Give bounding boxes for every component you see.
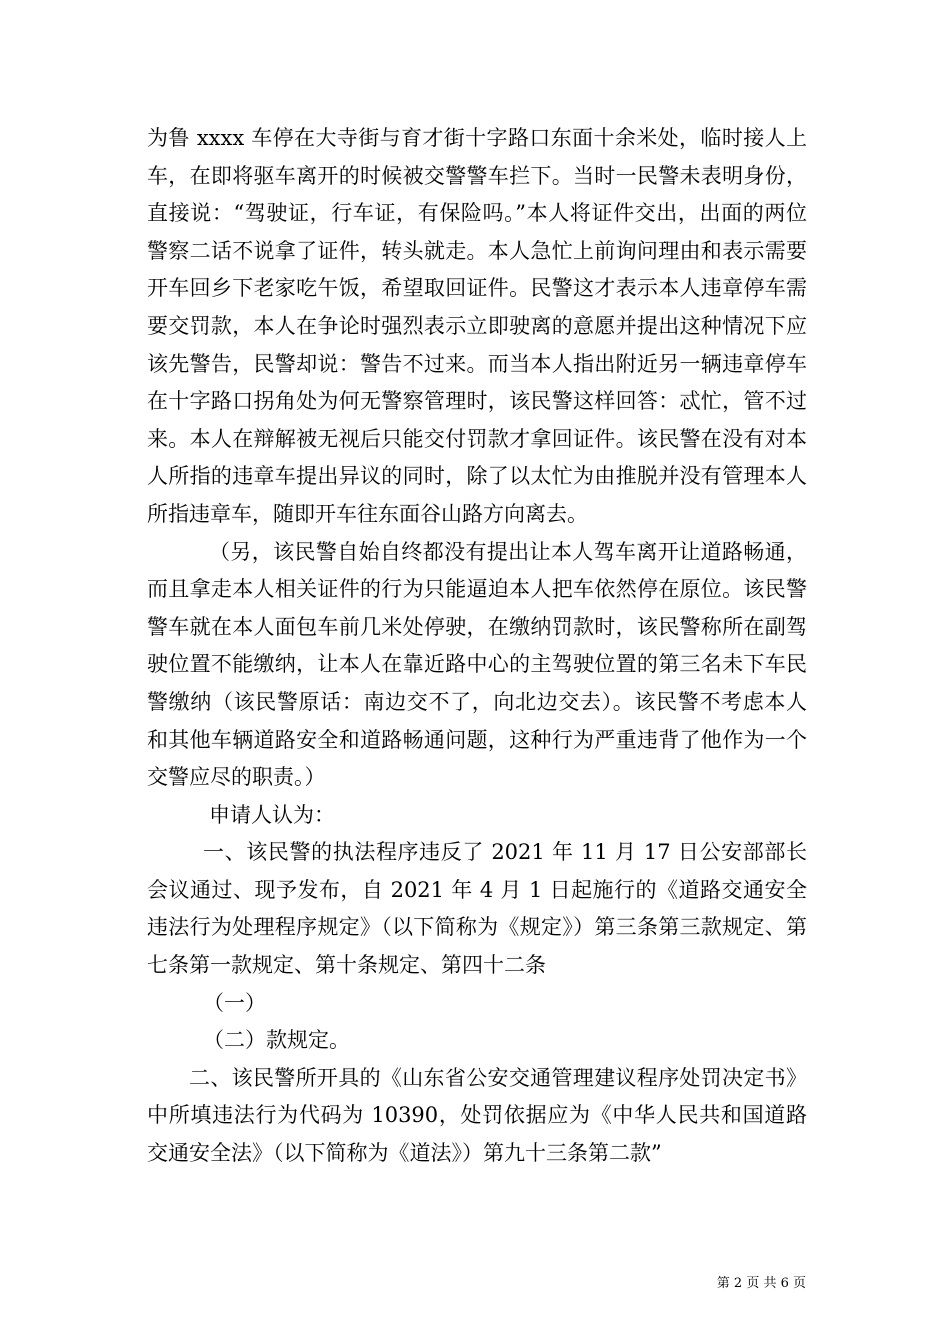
paragraph-point-two: 二、该民警所开具的《山东省公安交通管理建议程序处罚决定书》中所填违法行为代码为 10390，处罚依据应为《中华人民共和国道路交通安全法》（以下简称为《道法》）第九十三条第二款” [147, 1065, 807, 1166]
paragraph-point-one: 一、该民警的执法程序违反了 2021 年 11 月 17 日公安部部长会议通过、现予发布，自 2021 年 4 月 1 日起施行的《道路交通安全违法行为处理程序规定》（以下简称为《规定》）第三条第三款规定、第七条第一款规定、第十条规定、第四十二条 [147, 840, 807, 978]
paragraph-clause-one: （一） [203, 990, 266, 1015]
paragraph-incident-description: 为鲁 xxxx 车停在大寺街与育才街十字路口东面十余米处，临时接人上车，在即将驱车离开的时候被交警警车拦下。当时一民警未表明身份，直接说：“驾驶证，行车证，有保险吗。”本人将证件交出，出面的两位警察二话不说拿了证件，转头就走。本人急忙上前询问理由和表示需要开车回乡下老家吃午饭，希望取回证件。民警这才表示本人违章停车需要交罚款，本人在争论时强烈表示立即驶离的意愿并提出这种情况下应该先警告，民警却说：警告不过来。而当本人指出附近另一辆违章停车在十字路口拐角处为何无警察管理时，该民警这样回答：忒忙，管不过来。本人在辩解被无视后只能交付罚款才拿回证件。该民警在没有对本人所指的违章车提出异议的同时，除了以太忙为由推脱并没有管理本人所指违章车，随即开车往东面谷山路方向离去。 [147, 126, 807, 526]
paragraph-supplementary-note: （另，该民警自始自终都没有提出让本人驾车离开让道路畅通，而且拿走本人相关证件的行为只能逼迫本人把车依然停在原位。该民警警车就在本人面包车前几米处停驶，在缴纳罚款时，该民警称所在副驾驶位置不能缴纳，让本人在靠近路中心的主驾驶位置的第三名未下车民警缴纳（该民警原话：南边交不了，向北边交去）。该民警不考虑本人和其他车辆道路安全和道路畅通问题，这种行为严重违背了他作为一个交警应尽的职责。） [147, 539, 807, 790]
page-number-footer: 第 2 页 共 6 页 [716, 1276, 806, 1291]
paragraph-clause-two: （二）款规定。 [203, 1028, 350, 1053]
document-body [147, 120, 807, 1173]
paragraph-applicant-opinion-heading: 申请人认为： [209, 802, 335, 827]
